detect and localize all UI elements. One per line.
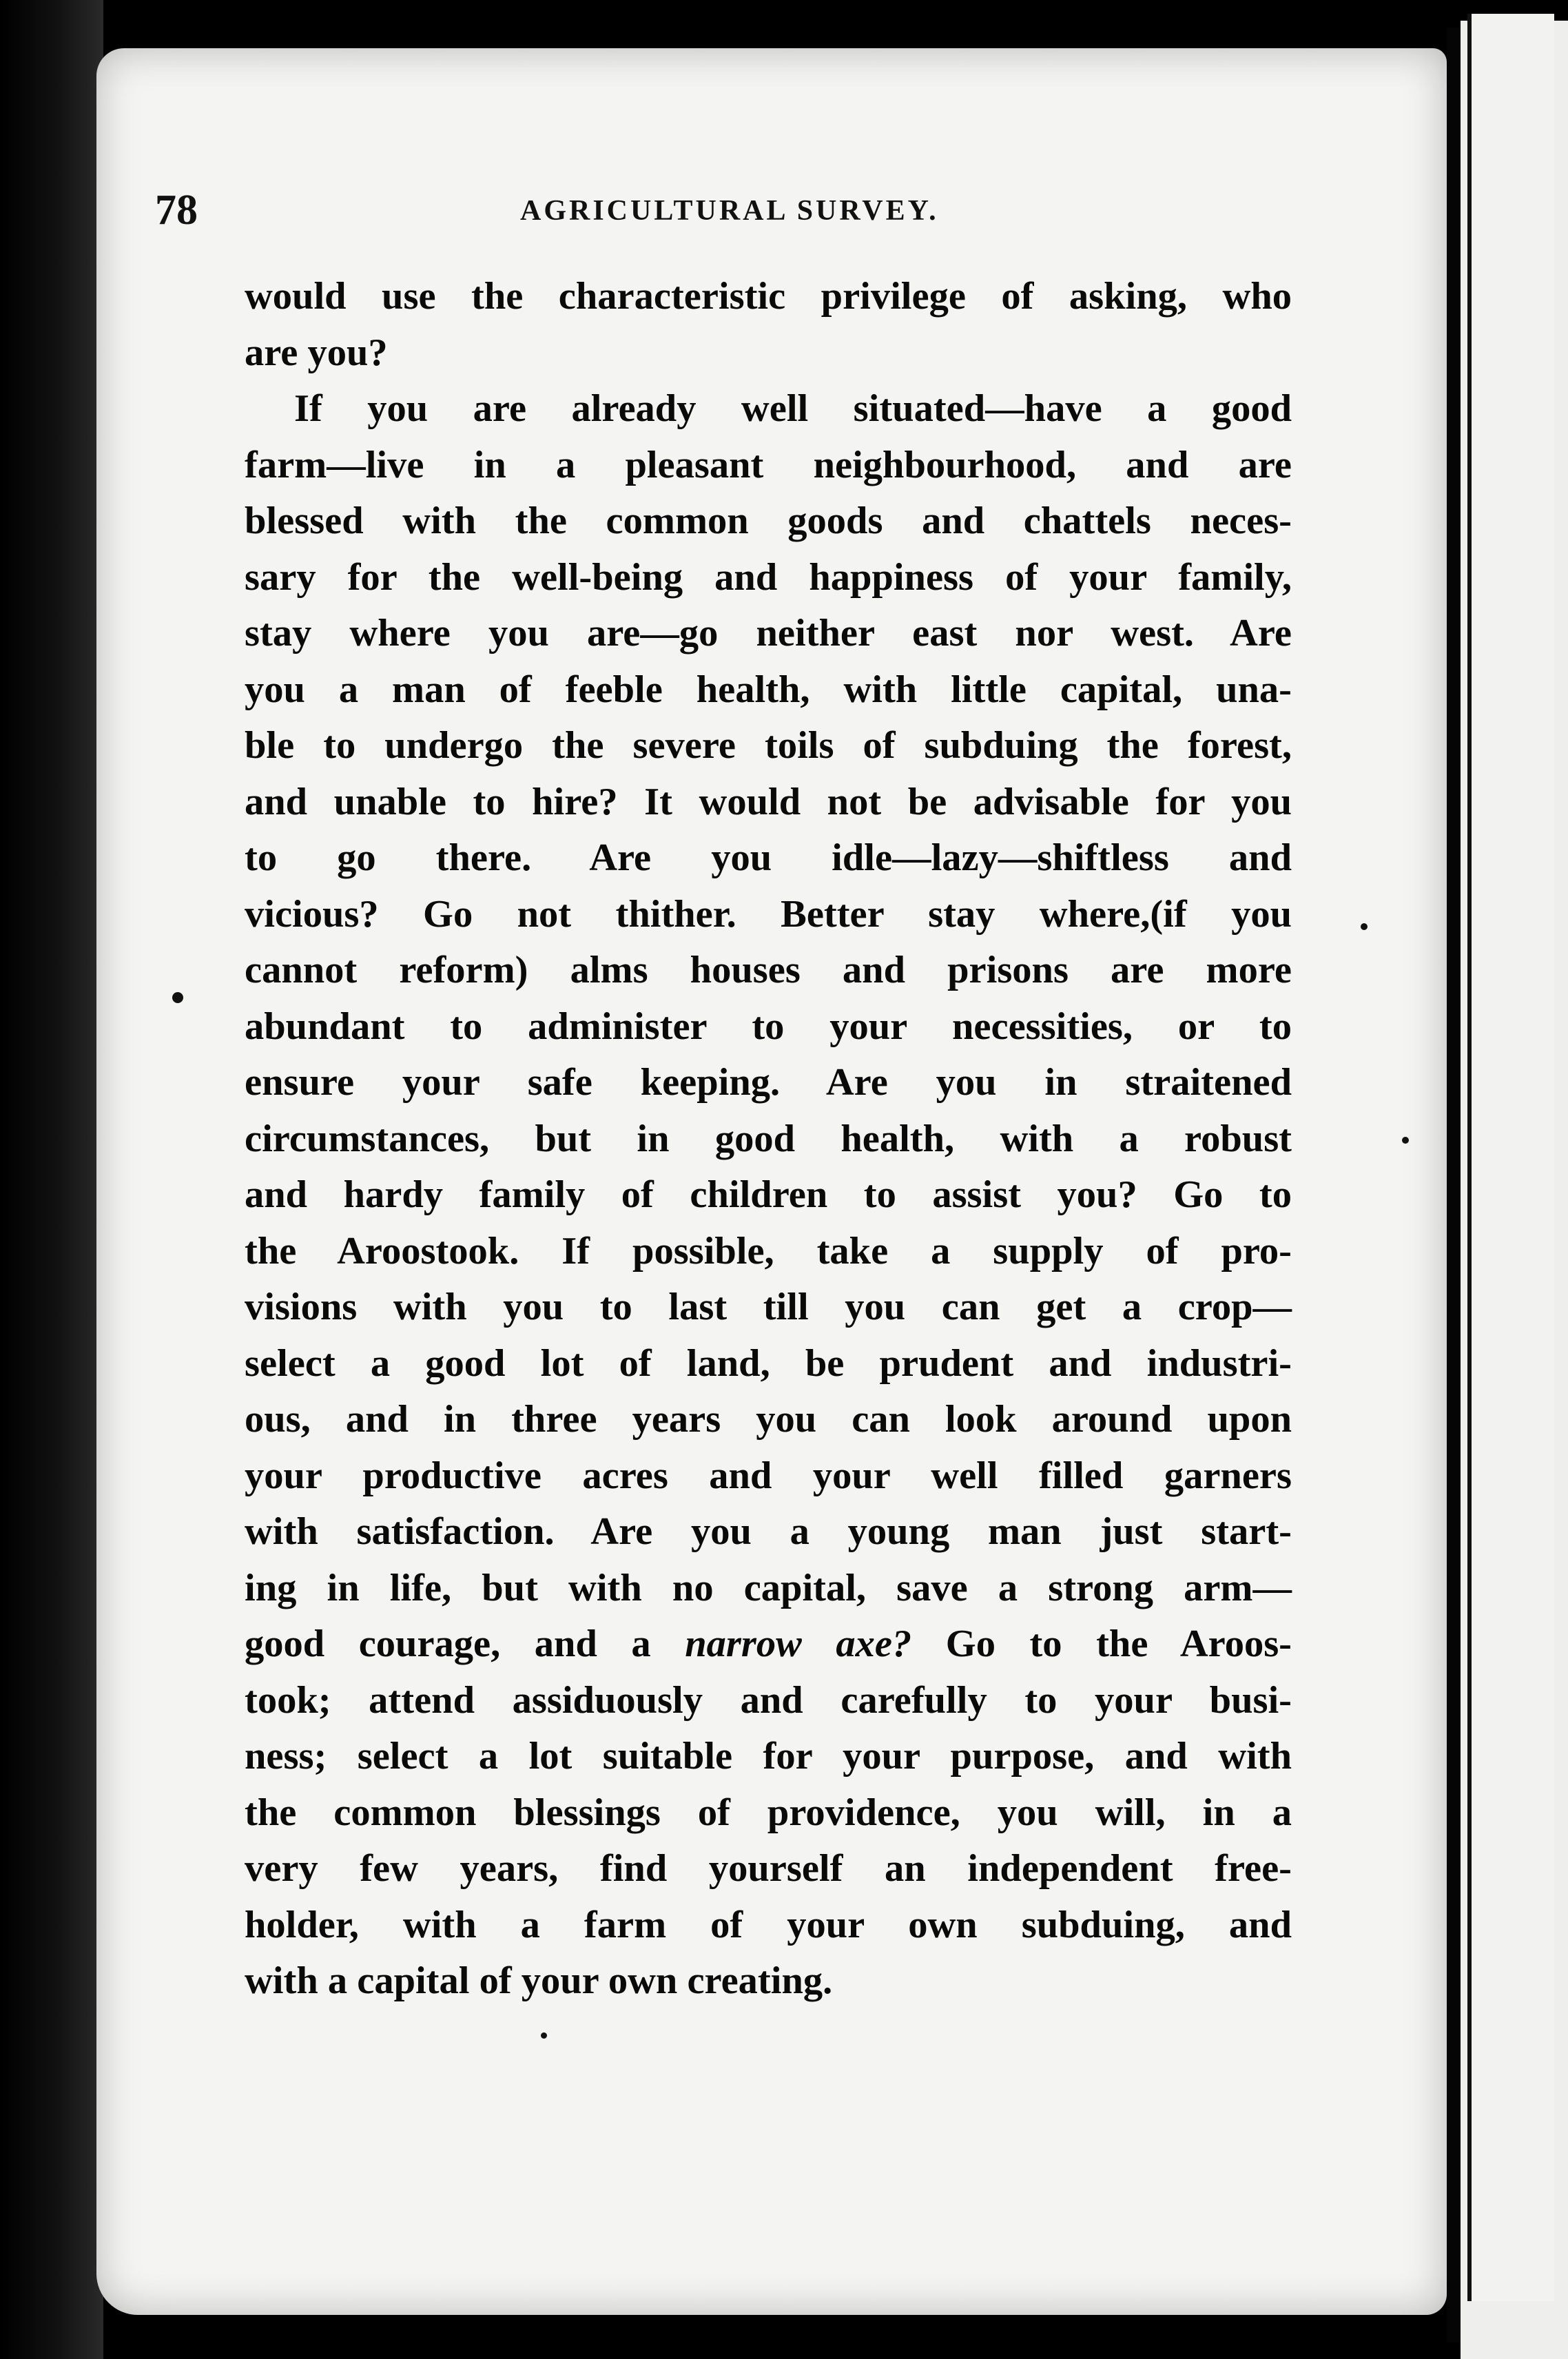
text-line: to go there. Are you idle—lazy—shiftless and [245, 836, 1292, 879]
page-number: 78 [155, 187, 198, 234]
text-line: are you? [245, 331, 388, 374]
ink-speck [1361, 923, 1368, 930]
ink-speck [1402, 1137, 1409, 1144]
text-line: select a good lot of land, be prudent and industri- [245, 1341, 1292, 1385]
text-line: If you are already well situated—have a good [294, 387, 1292, 430]
body-text [245, 269, 1292, 2010]
text-line: and hardy family of children to assist you? Go to [245, 1173, 1292, 1216]
text-line: ble to undergo the severe toils of subduing the forest, [245, 724, 1292, 767]
text-line: your productive acres and your well filled garners [245, 1454, 1292, 1497]
text-line: blessed with the common goods and chattels neces- [245, 499, 1292, 542]
ink-speck [172, 992, 183, 1003]
text-line: ing in life, but with no capital, save a strong arm— [245, 1566, 1292, 1609]
text-line: holder, with a farm of your own subduing, and [245, 1903, 1292, 1946]
ink-speck [541, 2032, 547, 2039]
text-line: very few years, find yourself an independent free- [245, 1847, 1292, 1890]
text-line: farm—live in a pleasant neighbourhood, and are [245, 443, 1292, 486]
line-segment: good courage, and a [245, 1623, 685, 1665]
book-spine-shadow [0, 0, 103, 2359]
text-line: sary for the well-being and happiness of your family, [245, 555, 1292, 599]
text-line: the Aroostook. If possible, take a supply of pro- [245, 1229, 1292, 1273]
text-line: visions with you to last till you can get a crop— [245, 1286, 1292, 1328]
text-line: stay where you are—go neither east nor west. Are [245, 612, 1292, 655]
text-line: took; attend assiduously and carefully to your busi- [245, 1678, 1292, 1722]
text-line: with satisfaction. Are you a young man just start- [245, 1510, 1292, 1553]
text-line-with-italic [245, 1616, 1292, 1673]
text-line: ness; select a lot suitable for your purpose, and with [245, 1735, 1292, 1778]
text-line: the common blessings of providence, you will, in a [245, 1791, 1292, 1834]
page-header [155, 186, 1285, 241]
running-head: AGRICULTURAL SURVEY. [520, 195, 939, 227]
facing-page [1467, 14, 1554, 2301]
text-line: and unable to hire? It would not be advisable for you [245, 780, 1292, 823]
text-line: ensure your safe keeping. Are you in straitened [245, 1061, 1292, 1104]
italic-phrase: narrow axe? [685, 1623, 912, 1665]
text-line: cannot reform) alms houses and prisons are more [245, 949, 1292, 991]
line-segment: Go to the Aroos- [911, 1623, 1292, 1665]
text-line: abundant to administer to your necessities, or to [245, 1005, 1292, 1048]
text-line: would use the characteristic privilege of asking, who [245, 275, 1292, 318]
text-line: you a man of feeble health, with little capital, una- [245, 668, 1292, 711]
text-line: ous, and in three years you can look around upon [245, 1398, 1292, 1441]
text-line: vicious? Go not thither. Better stay where,(if you [245, 892, 1292, 936]
text-line: with a capital of your own creating. [245, 1959, 833, 2002]
text-line: circumstances, but in good health, with a robust [245, 1117, 1292, 1160]
page-gutter [1447, 28, 1461, 2342]
